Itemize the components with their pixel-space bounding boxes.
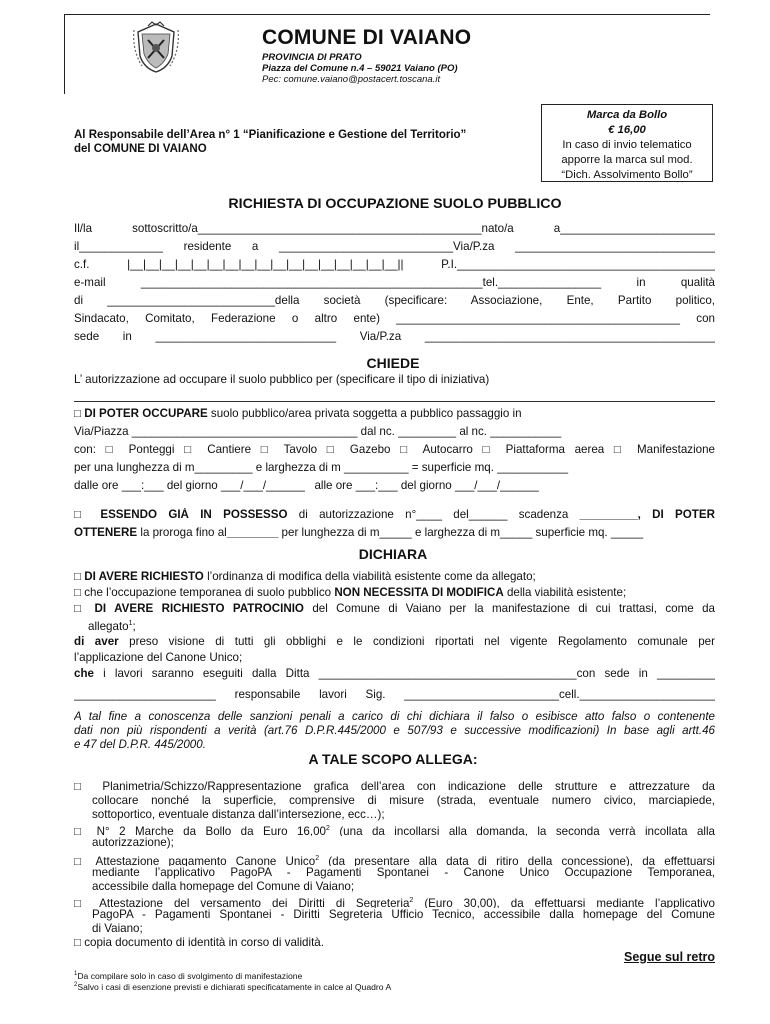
attachment-2-text-b: (una da incollarsi alla domanda, la seconda verrà incollata alla <box>329 824 715 836</box>
declaration-4-text: preso visione di tutti gli obblighi e le condizioni riportati nel vigente Regolamento comunale per <box>118 635 715 648</box>
declaration-3-cont <box>88 617 136 634</box>
applicant-fiscal-code-line[interactable]: c.f. |__|__|__|__|__|__|__|__|__|__|__|__|__|__|__|__|__|| P.I.________________________________________ <box>74 258 715 271</box>
attachment-4-text: □ Attestazione del versamento dei Diritti di Segreteria <box>74 896 410 908</box>
option-occupy-text: suolo pubblico/area privata soggetta a pubblico passaggio in <box>207 407 522 420</box>
legal-notice-line-1: A tal fine a conoscenza delle sanzioni penali a carico di chi dichiara il falso o esibisce atto falso o contenente <box>74 710 715 723</box>
declaration-3[interactable] <box>74 602 715 616</box>
chiede-intro: L’ autorizzazione ad occupare il suolo pubblico per (specificare il tipo di iniziativa) <box>74 373 490 386</box>
declaration-5-text: i lavori saranno eseguiti dalla Ditta ________________________________________con sede in _________ <box>93 667 715 680</box>
applicant-birth-residence-line[interactable]: il_____________ residente a ___________________________Via/P.za _______________________________ <box>74 240 715 253</box>
footnote-ref-2a: 2 <box>325 825 330 832</box>
municipal-crest-icon <box>128 20 184 76</box>
attachment-1-line-3: sottoportico, eventuale distanza dall’intersezione, ecc…); <box>92 808 385 821</box>
declaration-1-label: □ DI AVERE RICHIESTO <box>74 570 204 583</box>
option-extension-label: ESSENDO GIÀ IN POSSESSO <box>100 508 288 521</box>
contractor-contact-line[interactable]: ______________________ responsabile lavori Sig. ________________________cell._____________________ <box>74 688 715 701</box>
declaration-5[interactable] <box>74 667 715 681</box>
option-extension-date[interactable]: ________ <box>226 526 279 539</box>
declaration-5-label: che <box>74 667 94 680</box>
footnote-2-text: Salvo i casi di esenzione previsti e dichiarati specificatamente in calce al Quadro A <box>77 982 392 992</box>
declaration-1[interactable] <box>74 570 536 584</box>
stamp-box-amount: € 16,00 <box>608 124 646 136</box>
attachment-2-line-2: autorizzazione); <box>92 836 174 849</box>
header-rule-vertical <box>64 14 65 94</box>
applicant-email-line[interactable]: e-mail _____________________________________________________tel.________________ in qualità <box>74 276 715 289</box>
municipality-title: COMUNE DI VAIANO <box>262 26 472 49</box>
section-heading-allega: A TALE SCOPO ALLEGA: <box>308 751 478 767</box>
option-extension-cont[interactable] <box>74 526 643 540</box>
stamp-box-line-1: In caso di invio telematico <box>562 139 692 151</box>
attachment-5[interactable]: □ copia documento di identità in corso di validità. <box>74 936 324 949</box>
declaration-4-cont: l’applicazione del Canone Unico; <box>74 651 243 664</box>
addressee-line-2: del COMUNE DI VAIANO <box>74 143 207 155</box>
declaration-3-label: □ DI AVERE RICHIESTO PATROCINIO <box>74 602 304 615</box>
continue-on-back-label: Segue sul retro <box>624 950 715 964</box>
declaration-4-label: di aver <box>74 635 119 648</box>
option-extension-text-3: per lunghezza di m_____ e larghezza di m_____ superficie mq. _____ <box>278 526 644 539</box>
option-extension-text: di autorizzazione n°____ del______ scadenza <box>287 508 580 521</box>
attachment-3-line-3: accessibile dalla homepage del Comune di Vaiano; <box>92 880 355 893</box>
declaration-2[interactable] <box>74 586 626 600</box>
option-extension-label-2: , DI POTER <box>637 508 715 521</box>
option-extension-checkbox[interactable]: □ <box>74 508 101 521</box>
attachment-1-line-2: collocare nonché la superficie, comprensive di misure (strada, eventuale numero civico, marciapiede, <box>92 794 715 807</box>
declaration-1-text: l’ordinanza di modifica della viabilità esistente come da allegato; <box>203 570 536 583</box>
attachment-3-line-2: mediante l’applicativo PagoPA - Pagamenti Spontanei - Canone Unico Occupazione Temporanea, <box>92 866 715 879</box>
footnote-2 <box>74 982 391 992</box>
footnote-ref-1: 1 <box>128 620 133 627</box>
footnote-2-number: 2 <box>74 982 78 989</box>
option-occupy-label: □ DI POTER OCCUPARE <box>74 407 208 420</box>
attachment-3-line-1[interactable] <box>74 852 715 866</box>
footnote-ref-2b: 2 <box>315 855 320 862</box>
attachment-3-text-b: (da presentare alla data di ritiro della concessione), da effettuarsi <box>319 854 715 866</box>
option-extension-text-2: la proroga fino al <box>137 526 227 539</box>
applicant-role-line[interactable]: di __________________________della società (specificare: Associazione, Ente, Partito politico, <box>74 294 715 307</box>
declaration-3-text: del Comune di Vaiano per la manifestazione di cui trattasi, come da <box>303 602 715 615</box>
attachment-4-line-1[interactable] <box>74 894 715 908</box>
initiative-blank-line[interactable] <box>74 401 715 402</box>
footnote-1 <box>74 971 302 981</box>
attachment-4-line-2: PagoPA - Pagamenti Spontanei - Diritti Segreteria Ufficio Tecnico, accessibile dalla homepage del Comune <box>92 908 715 921</box>
structure-types-line[interactable]: con: □ Ponteggi □ Cantiere □ Tavolo □ Gazebo □ Autocarro □ Piattaforma aerea □ Manifestazione <box>74 443 715 456</box>
legal-notice-line-2: dati non più rispondenti a verità (art.76 D.P.R.445/2000 e 507/93 e successive modificazioni) In base agli artt.46 <box>74 724 715 737</box>
attachment-3-text: □ Attestazione pagamento Canone Unico <box>74 854 316 866</box>
footnote-1-text: Da compilare solo in caso di svolgimento di manifestazione <box>77 971 303 981</box>
footnote-1-number: 1 <box>74 971 78 978</box>
attachment-2-line-1[interactable] <box>74 822 715 836</box>
option-extension-label-3: OTTENERE <box>74 526 138 539</box>
pec-address: Pec: comune.vaiano@postacert.toscana.it <box>262 74 441 85</box>
declaration-2-end: della viabilità esistente; <box>503 586 627 599</box>
municipality-address: Piazza del Comune n.4 – 59021 Vaiano (PO) <box>262 63 458 74</box>
stamp-box-line-2: apporre la marca sul mod. <box>561 154 693 166</box>
applicant-seat-line[interactable]: sede in ____________________________ Via/P.za _____________________________________________ <box>74 330 715 343</box>
applicant-entity-line[interactable]: Sindacato, Comitato, Federazione o altro ente) ____________________________________________ con <box>74 312 715 325</box>
street-line[interactable]: Via/Piazza ___________________________________ dal nc. _________ al nc. ___________ <box>74 425 562 438</box>
stamp-box-title: Marca da Bollo <box>586 109 668 121</box>
attachment-4-line-3: di Vaiano; <box>92 922 143 935</box>
option-extension-expiry[interactable]: _________ <box>579 508 638 521</box>
option-occupy[interactable] <box>74 407 522 421</box>
section-heading-chiede: CHIEDE <box>366 355 420 371</box>
footnote-ref-2c: 2 <box>409 897 414 904</box>
legal-notice-line-3: e 47 del D.P.R. 445/2000. <box>74 738 206 751</box>
header-rule-horizontal <box>64 14 710 15</box>
addressee-line-1: Al Responsabile dell’Area n° 1 “Pianificazione e Gestione del Territorio” <box>74 129 467 141</box>
stamp-box-line-3: “Dich. Assolvimento Bollo” <box>561 169 693 181</box>
attachment-1-line-1[interactable]: □ Planimetria/Schizzo/Rappresentazione grafica dell’area con indicazione delle strutture e attrezzature da <box>74 780 715 793</box>
option-extension[interactable] <box>74 508 715 522</box>
declaration-2-bold: NON NECESSITA DI MODIFICA <box>334 586 504 599</box>
province-label: PROVINCIA DI PRATO <box>262 52 362 63</box>
declaration-2-text: □ che l’occupazione temporanea di suolo pubblico <box>74 586 335 599</box>
declaration-3-end: ; <box>132 619 136 633</box>
attachment-2-text: □ N° 2 Marche da Bollo da Euro 16,00 <box>74 824 326 836</box>
attachment-4-text-b: (Euro 30,00), da effettuarsi mediante l’applicativo <box>413 896 715 908</box>
form-title: RICHIESTA DI OCCUPAZIONE SUOLO PUBBLICO <box>228 196 562 212</box>
declaration-4 <box>74 635 715 649</box>
dimensions-line[interactable]: per una lunghezza di m_________ e larghezza di m __________ = superficie mq. ___________ <box>74 461 569 474</box>
declaration-3-attachment: allegato <box>88 619 129 633</box>
section-heading-dichiara: DICHIARA <box>358 546 428 562</box>
applicant-name-line[interactable]: Il/la sottoscritto/a____________________________________________nato/a a________________________ <box>74 222 715 235</box>
revenue-stamp-box <box>541 104 713 182</box>
time-range-line[interactable]: dalle ore ___:___ del giorno ___/___/______ alle ore ___:___ del giorno ___/___/______ <box>74 479 539 492</box>
